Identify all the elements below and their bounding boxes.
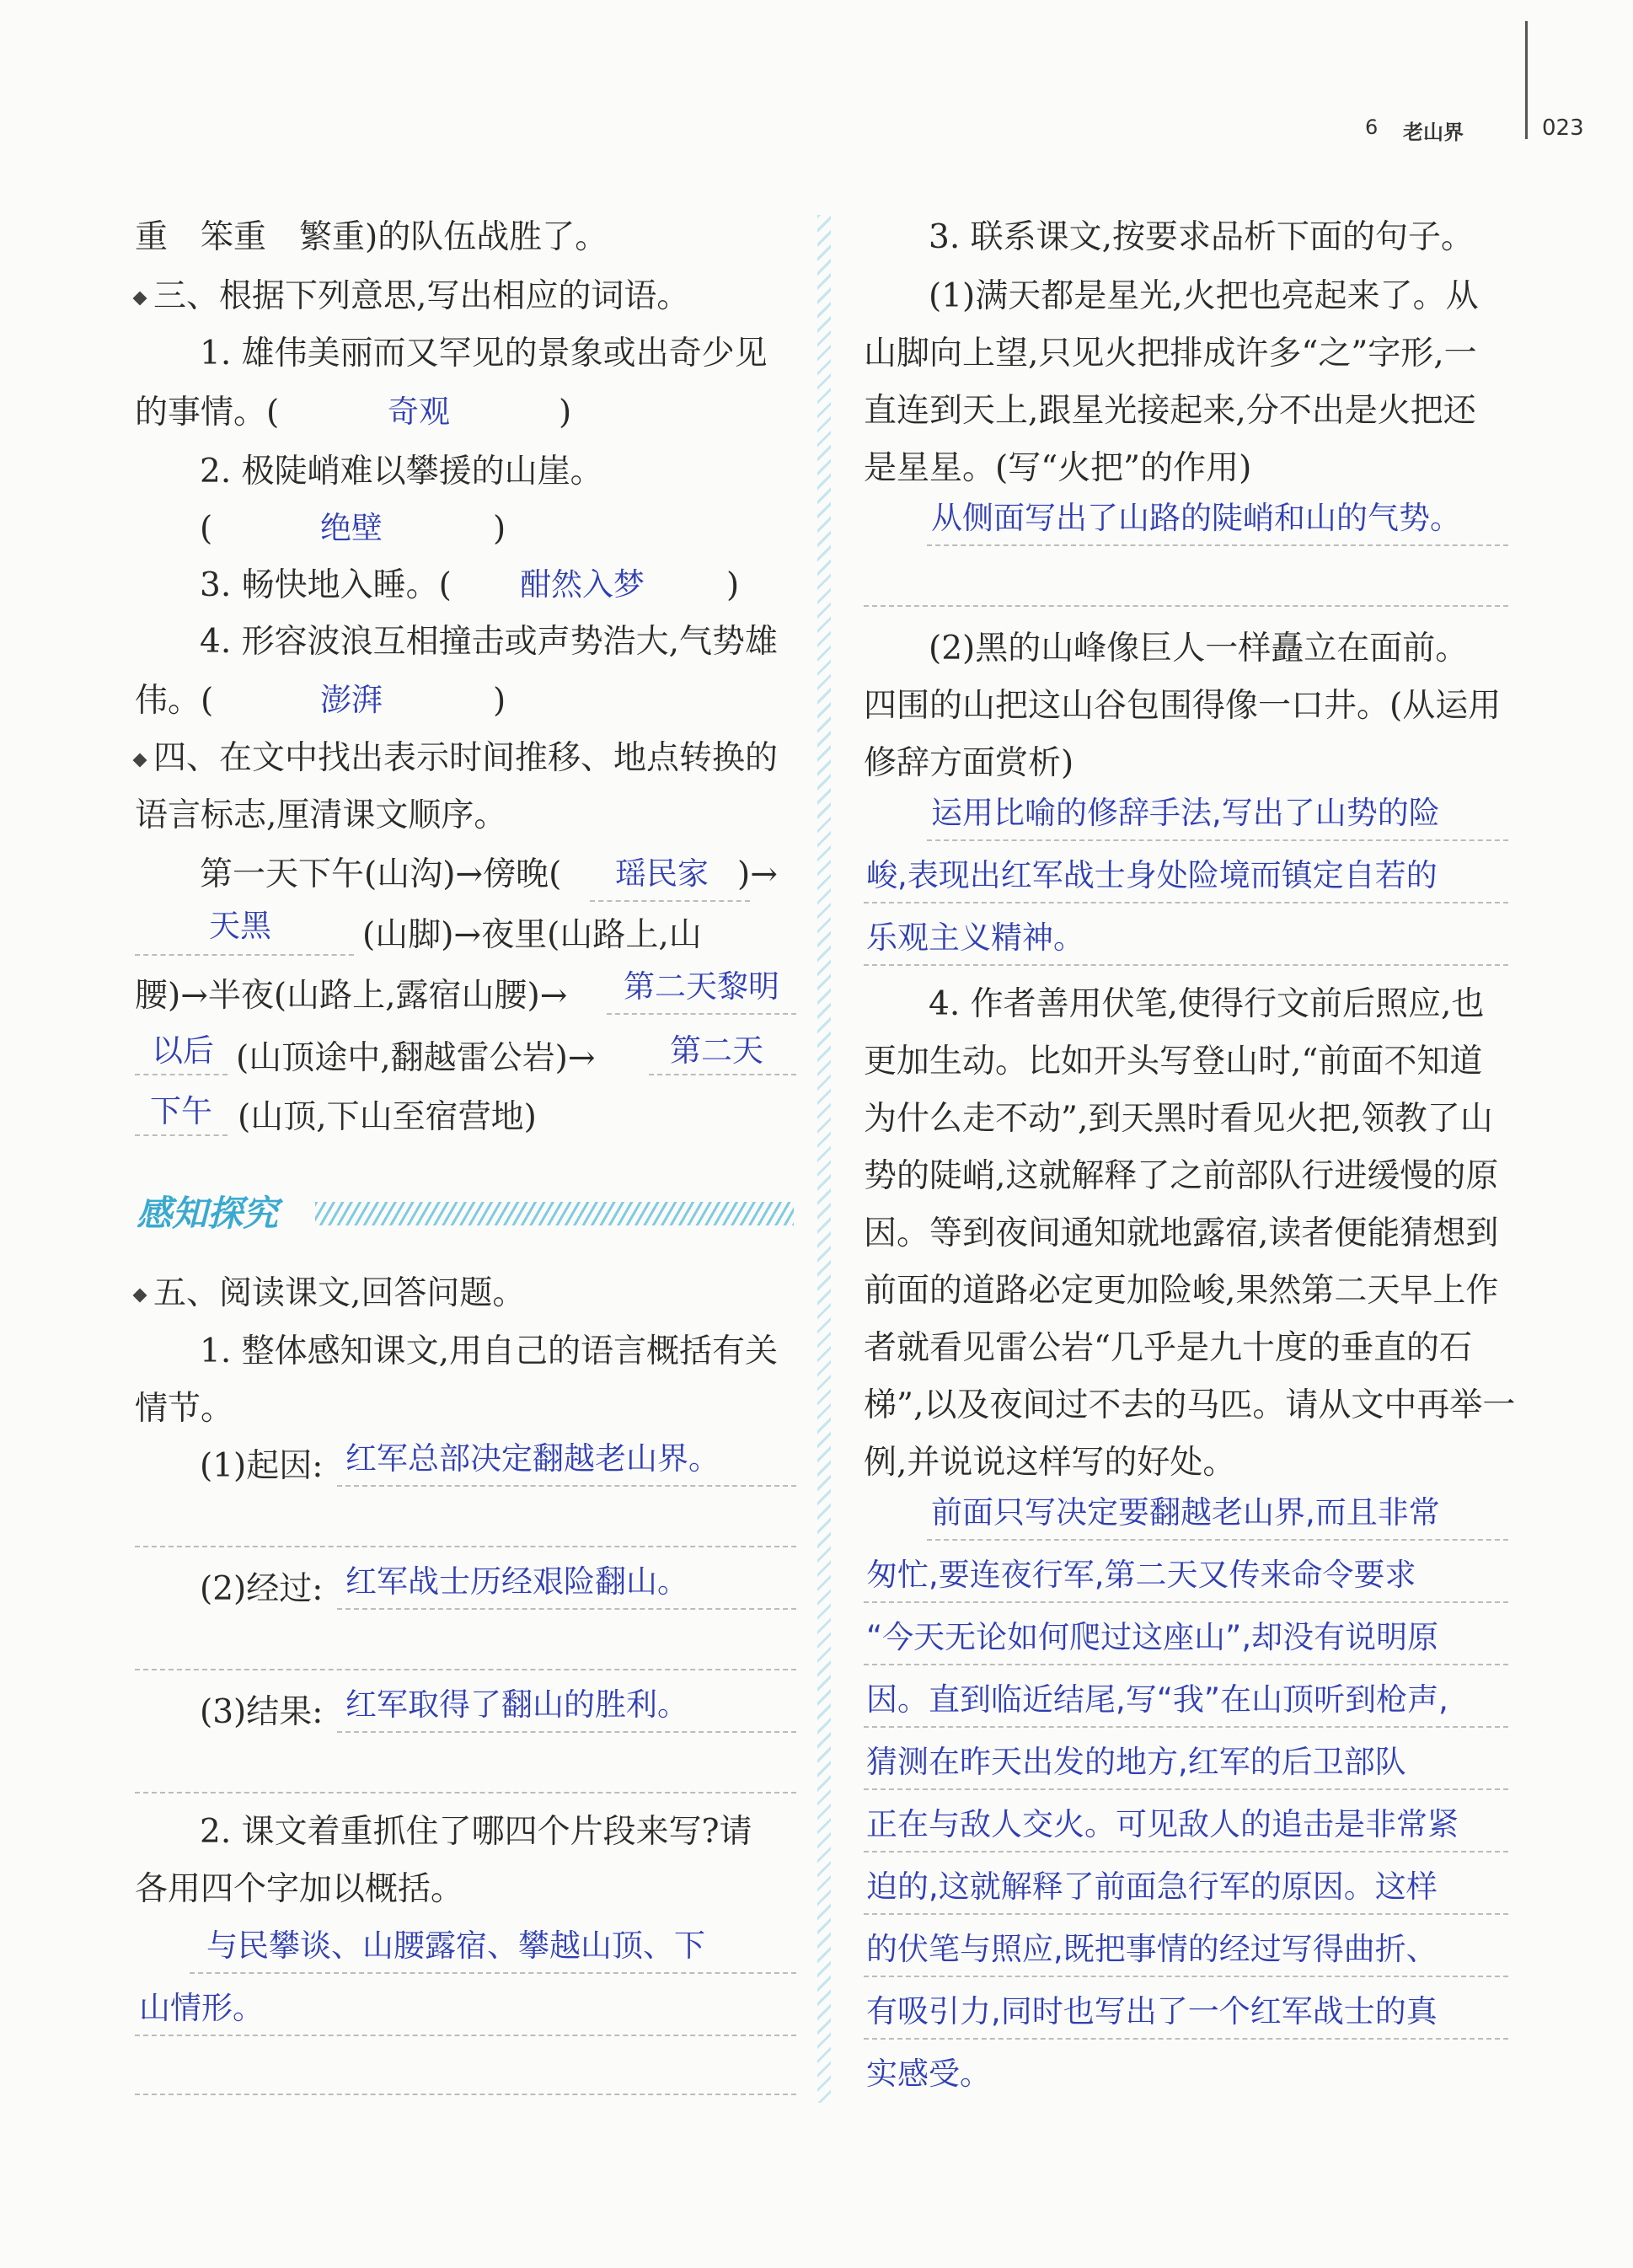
p2-text: 2. 课文着重抓住了哪四个片段来写?请 [200, 1813, 752, 1851]
p2-answer-1: 与民攀谈、山腰露宿、攀越山顶、下 [206, 1928, 705, 1964]
seq-line-1-end: )→ [737, 855, 778, 893]
blank-line [135, 1669, 796, 1670]
q1-text-b: 的事情。( [135, 394, 280, 432]
blank-line [927, 544, 1508, 546]
blank-line [135, 1074, 228, 1075]
right-answer-line-5: 猜测在昨天出发的地方,红军的后卫部队 [866, 1744, 1406, 1780]
q1-close: ) [559, 394, 572, 432]
blank-line [864, 1601, 1508, 1603]
diamond-bullet-icon [133, 753, 147, 768]
q4-close: ) [493, 682, 506, 720]
page-number: 023 [1542, 115, 1584, 141]
p1-1-answer: 红军总部决定翻越老山界。 [345, 1440, 720, 1477]
section-hatch-decoration [315, 1202, 794, 1225]
seq-line-5: (山顶,下山至宿营地) [238, 1098, 537, 1136]
section-4-heading-b: 语言标志,厘清课文顺序。 [135, 796, 507, 834]
p2-text-b: 各用四个字加以概括。 [135, 1870, 464, 1908]
right-answer-line-1: 前面只写决定要翻越老山界,而且非常 [931, 1494, 1440, 1531]
q3-text: 3. 畅快地入睡。( [200, 566, 452, 604]
right-answer-line-9: 有吸引力,同时也写出了一个红军战士的真 [866, 1993, 1438, 2029]
q4-text: 4. 形容波浪互相撞击或声势浩大,气势雄 [200, 623, 779, 661]
seq-answer-3: 第二天黎明 [624, 968, 779, 1005]
q3-close: ) [726, 566, 740, 604]
seq-line-3: 腰)→半夜(山路上,露宿山腰)→ [135, 977, 568, 1015]
blank-line [135, 954, 354, 956]
section-title: 感知探究 [137, 1193, 279, 1234]
right-q4-i: 例,并说说这样写的好处。 [864, 1444, 1236, 1482]
right-r1-answer: 从侧面写出了山路的陡峭和山的气势。 [931, 500, 1461, 536]
p1-2-answer: 红军战士历经艰险翻山。 [345, 1563, 688, 1600]
blank-line [337, 1608, 796, 1610]
q1-answer: 奇观 [388, 394, 450, 430]
right-answer-line-2: 匆忙,要连夜行军,第二天又传来命令要求 [866, 1557, 1416, 1593]
right-q4-d: 势的陡峭,这就解释了之前部队行进缓慢的原 [864, 1157, 1499, 1195]
q1-text: 1. 雄伟美丽而又罕见的景象或出奇少见 [200, 335, 768, 373]
blank-line [864, 902, 1508, 903]
blank-line [927, 1539, 1508, 1541]
blank-line [135, 1792, 796, 1793]
seq-answer-4: 以后 [152, 1032, 214, 1069]
blank-line [135, 1134, 228, 1136]
blank-line [649, 1074, 796, 1075]
blank-line [607, 1013, 796, 1015]
chapter-number: 6 [1365, 115, 1379, 139]
blank-line [864, 1788, 1508, 1790]
seq-line-4: (山顶途中,翻越雷公岩)→ [236, 1039, 596, 1077]
right-answer-line-3: “今天无论如何爬过这座山”,却没有说明原 [866, 1619, 1439, 1655]
right-answer-line-6: 正在与敌人交火。可见敌人的追击是非常紧 [866, 1806, 1459, 1842]
blank-line [864, 1851, 1508, 1852]
seq-line-1: 第一天下午(山沟)→傍晚( [200, 855, 562, 893]
blank-line [337, 1731, 796, 1733]
p1-3-answer: 红军取得了翻山的胜利。 [345, 1686, 688, 1723]
right-r1-d: 是星星。(写“火把”的作用) [864, 449, 1252, 487]
seq-answer-2: 天黑 [209, 908, 271, 944]
right-r2-a: (2)黑的山峰像巨人一样矗立在面前。 [929, 630, 1469, 668]
q2-text: 2. 极陡峭难以攀援的山崖。 [200, 453, 603, 491]
blank-line [864, 964, 1508, 966]
header-rule [1525, 21, 1528, 139]
right-q4-f: 前面的道路必定更加险峻,果然第二天早上作 [864, 1272, 1499, 1310]
blank-line [864, 1726, 1508, 1728]
right-answer-line-7: 迫的,这就解释了前面急行军的原因。这样 [866, 1869, 1438, 1905]
blank-line [135, 2035, 796, 2036]
right-q4-a: 4. 作者善用伏笔,使得行文前后照应,也 [929, 985, 1485, 1023]
section-3-heading: 三、根据下列意思,写出相应的词语。 [135, 280, 689, 313]
q2-open: ( [200, 510, 213, 548]
seq-answer-1: 瑶民家 [615, 855, 709, 892]
right-r2-c: 修辞方面赏析) [864, 744, 1074, 782]
diamond-bullet-icon [133, 1289, 147, 1303]
diamond-bullet-icon [133, 292, 147, 306]
seq-line-2: (山脚)→夜里(山路上,山 [362, 916, 702, 954]
p1-1-label: (1)起因: [200, 1447, 324, 1485]
column-divider [817, 215, 831, 2103]
right-r1-a: (1)满天都是星光,火把也亮起来了。从 [929, 277, 1479, 315]
right-r1-b: 山脚向上望,只见火把排成许多“之”字形,一 [864, 335, 1477, 373]
q2-answer: 绝壁 [320, 510, 383, 546]
blank-line [864, 1664, 1508, 1665]
p1-text: 1. 整体感知课文,用自己的语言概括有关 [200, 1332, 779, 1370]
seq-answer-6: 下午 [150, 1093, 212, 1129]
right-q4-e: 因。等到夜间通知就地露宿,读者便能猜想到 [864, 1214, 1499, 1252]
right-answer-line-10: 实感受。 [866, 2056, 991, 2092]
blank-line [864, 605, 1508, 607]
right-r2-b: 四围的山把这山谷包围得像一口井。(从运用 [864, 687, 1502, 725]
right-q4-g: 者就看见雷公岩“几乎是九十度的垂直的石 [864, 1329, 1472, 1367]
blank-line [864, 1913, 1508, 1915]
q3-answer: 酣然入梦 [520, 566, 645, 603]
blank-line [590, 900, 750, 902]
section-header [137, 1190, 794, 1237]
right-q4-b: 更加生动。比如开头写登山时,“前面不知道 [864, 1043, 1483, 1080]
right-q4-c: 为什么走不动”,到天黑时看见火把,领教了山 [864, 1100, 1493, 1138]
right-answer-line-8: 的伏笔与照应,既把事情的经过写得曲折、 [866, 1931, 1438, 1967]
left-line-1: 重 笨重 繁重)的队伍战胜了。 [135, 218, 608, 256]
right-r2-answer-1: 运用比喻的修辞手法,写出了山势的险 [931, 795, 1440, 831]
right-r2-answer-3: 乐观主义精神。 [866, 920, 1084, 956]
blank-line [864, 2038, 1508, 2040]
p2-answer-2: 山情形。 [139, 1990, 264, 2026]
chapter-title: 老山界 [1403, 121, 1464, 144]
p1-2-label: (2)经过: [200, 1570, 324, 1608]
blank-line [927, 839, 1508, 841]
q2-close: ) [493, 510, 506, 548]
seq-answer-5: 第二天 [670, 1032, 763, 1069]
right-answer-line-4: 因。直到临近结尾,写“我”在山顶听到枪声, [866, 1681, 1448, 1718]
section-5-heading: 五、阅读课文,回答问题。 [135, 1277, 525, 1310]
q4-answer: 澎湃 [320, 682, 383, 718]
blank-line [190, 1972, 796, 1974]
blank-line [135, 1546, 796, 1547]
right-q3: 3. 联系课文,按要求品析下面的句子。 [929, 218, 1475, 256]
p1-3-label: (3)结果: [200, 1693, 324, 1731]
right-r2-answer-2: 峻,表现出红军战士身处险境而镇定自若的 [866, 857, 1438, 893]
p1-text-b: 情节。 [135, 1390, 234, 1428]
right-q4-h: 梯”,以及夜间过不去的马匹。请从文中再举一 [864, 1386, 1516, 1424]
blank-line [864, 1976, 1508, 1977]
q4-text-b: 伟。( [135, 682, 214, 720]
section-4-heading: 四、在文中找出表示时间推移、地点转换的 [135, 742, 778, 775]
right-r1-c: 直连到天上,跟星光接起来,分不出是火把还 [864, 392, 1476, 430]
blank-line [337, 1485, 796, 1487]
blank-line [135, 2094, 796, 2095]
